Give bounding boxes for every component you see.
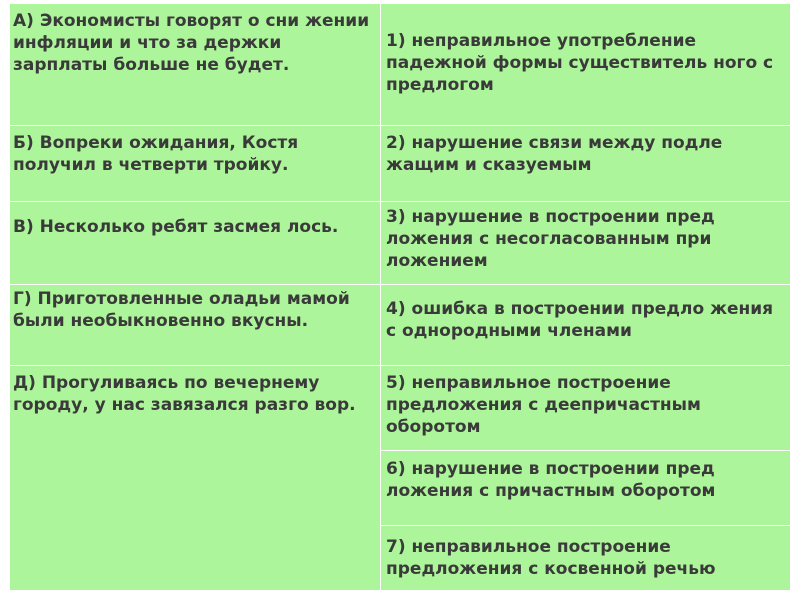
error-1: 1) неправильное употребление падежной формы существитель ного с предлогом: [386, 31, 774, 95]
slide: [10, 4, 790, 590]
sentence-v: В) Несколько ребят засмея лось.: [13, 217, 339, 237]
row-divider: [381, 365, 790, 366]
row-divider: [381, 125, 790, 126]
row-divider: [10, 284, 380, 285]
error-7: 7) неправильное построение предложения с косвенной речью: [386, 537, 716, 579]
sentence-g: Г) Приготовленные оладьи мамой были необыкновенно вкусны.: [13, 289, 350, 331]
errors-column: [381, 4, 790, 590]
sentence-a: А) Экономисты говорят о сни жении инфляции и что за держки зарплаты больше не будет.: [13, 11, 370, 75]
error-4: 4) ошибка в построении предло жения с однородными членами: [386, 299, 774, 341]
error-6: 6) нарушение в построении пред ложения с причастным оборотом: [386, 459, 716, 501]
row-divider: [10, 125, 380, 126]
error-2: 2) нарушение связи между подле жащим и сказуемым: [386, 133, 723, 175]
sentences-column: [10, 4, 381, 590]
sentence-d: Д) Прогуливаясь по вечернему городу, у нас завязался разго вор.: [13, 373, 356, 415]
row-divider: [381, 450, 790, 451]
row-divider: [381, 201, 790, 202]
sentence-b: Б) Вопреки ожидания, Костя получил в четверти тройку.: [13, 133, 299, 175]
row-divider: [10, 201, 380, 202]
row-divider: [381, 284, 790, 285]
row-divider: [381, 525, 790, 526]
error-3: 3) нарушение в построении пред ложения с несогласованным при ложением: [386, 207, 715, 271]
error-5: 5) неправильное построение предложения с деепричастным оборотом: [386, 373, 701, 437]
row-divider: [10, 365, 380, 366]
